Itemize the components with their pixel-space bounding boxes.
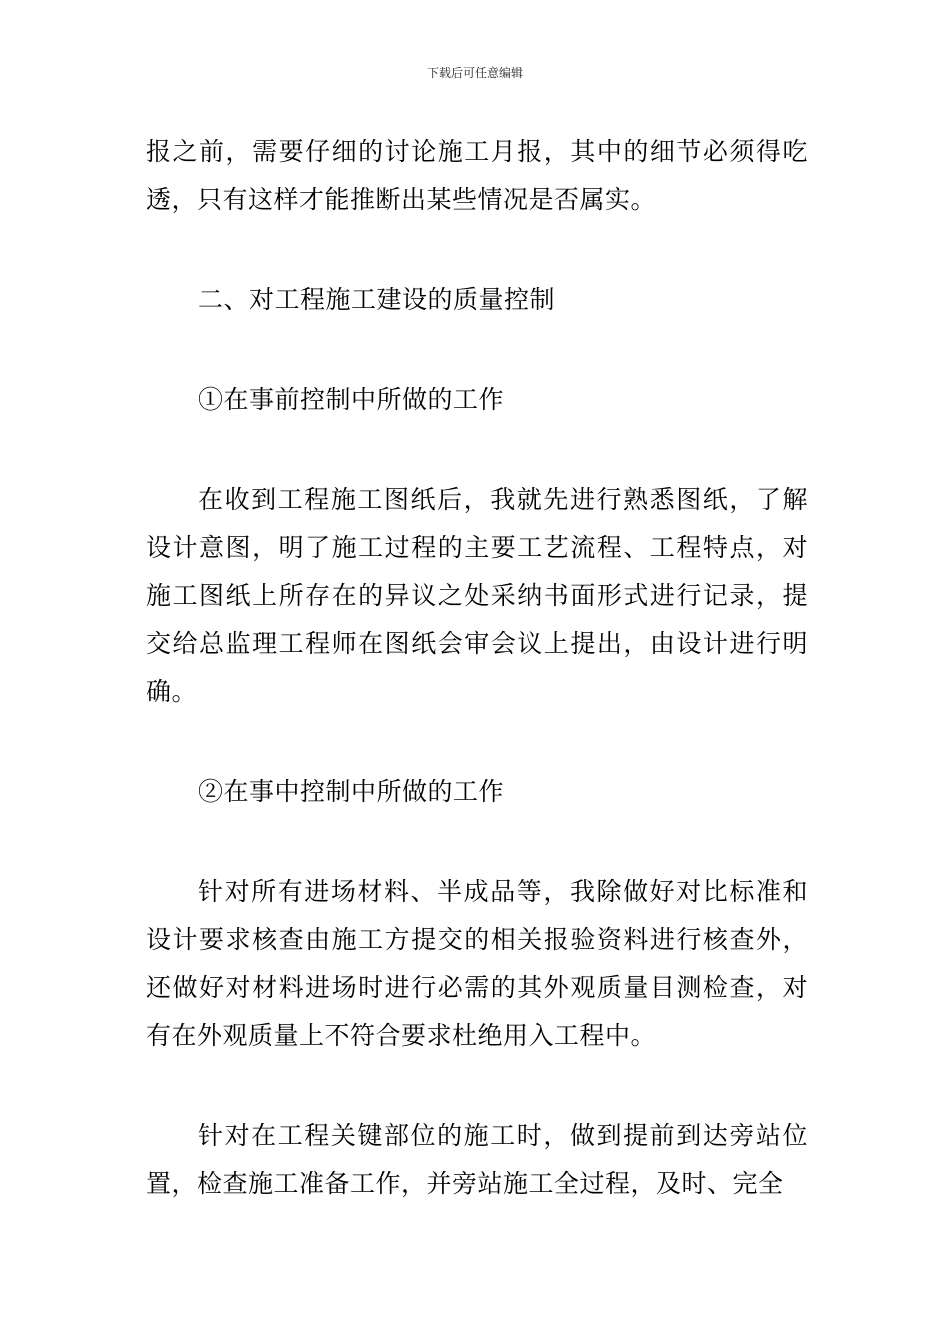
document-body	[146, 128, 808, 1208]
page-header: 下载后可任意编辑	[426, 66, 523, 80]
paragraph-gap	[146, 1060, 808, 1112]
paragraph: 针对在工程关键部位的施工时，做到提前到达旁站位置，检查施工准备工作，并旁站施工全过程，及时、完全	[146, 1121, 808, 1198]
paragraph-continuation: 报之前，需要仔细的讨论施工月报，其中的细节必须得吃透，只有这样才能推断出某些情况是否属实。	[146, 137, 808, 214]
paragraph: 针对所有进场材料、半成品等，我除做好对比标准和设计要求核查由施工方提交的相关报验资料进行核查外，还做好对材料进场时进行必需的其外观质量目测检查，对有在外观质量上不符合要求杜绝用入工程中。	[146, 877, 808, 1050]
paragraph-gap	[146, 816, 808, 868]
paragraph-gap	[146, 716, 808, 768]
paragraph-gap	[146, 424, 808, 476]
paragraph-gap	[146, 224, 808, 276]
paragraph-gap	[146, 324, 808, 376]
section-heading: 二、对工程施工建设的质量控制	[198, 285, 556, 314]
paragraph: 在收到工程施工图纸后，我就先进行熟悉图纸，了解设计意图，明了施工过程的主要工艺流程、工程特点，对施工图纸上所存在的异议之处采纳书面形式进行记录，提交给总监理工程师在图纸会审会议上提出，由设计进行明确。	[146, 485, 808, 706]
subsection-heading: ②在事中控制中所做的工作	[198, 777, 505, 806]
subsection-heading: ①在事前控制中所做的工作	[198, 385, 505, 414]
